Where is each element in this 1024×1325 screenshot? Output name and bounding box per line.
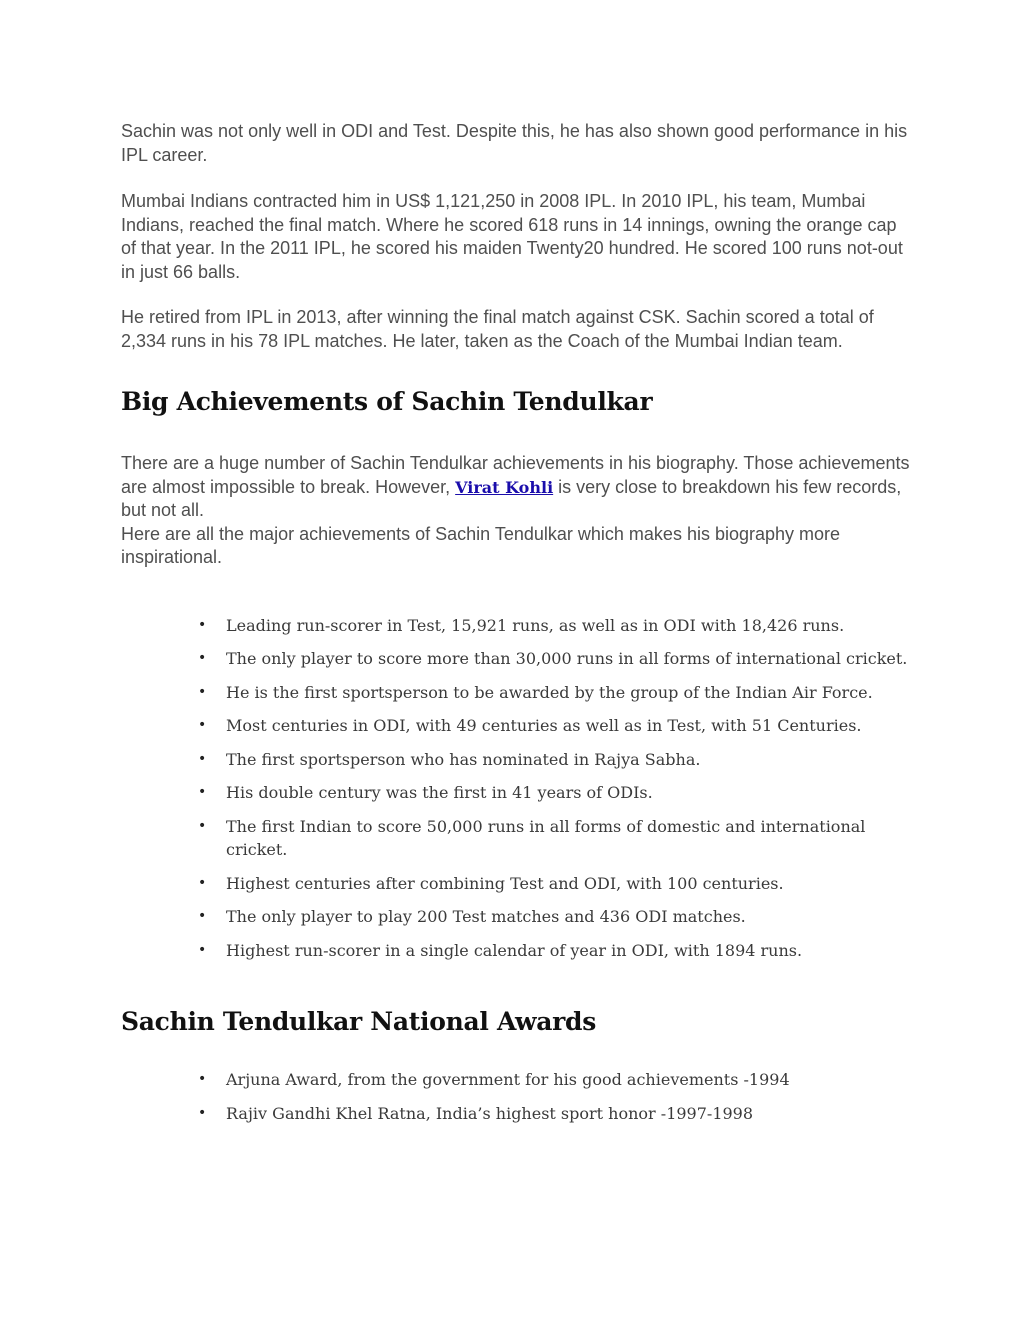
list-item-text: Highest centuries after combining Test and ODI, with 100 centuries.: [226, 873, 784, 893]
list-item-text: The first sportsperson who has nominated in Rajya Sabha.: [226, 749, 701, 769]
achievements-list: [121, 614, 911, 963]
awards-heading: Sachin Tendulkar National Awards: [121, 1007, 596, 1036]
list-item: [196, 815, 911, 862]
intro-paragraph-1: Sachin was not only well in ODI and Test. Despite this, he has also shown good performance in his IPL career.: [121, 121, 908, 165]
bullet-icon: •: [198, 1071, 207, 1087]
list-item: [196, 939, 911, 963]
list-item: [196, 905, 911, 929]
bullet-icon: •: [198, 616, 207, 633]
list-item: [196, 872, 911, 896]
list-item: [196, 1068, 911, 1092]
achievements-intro-paragraph-2: Here are all the major achievements of Sachin Tendulkar which makes his biography more inspirational.: [121, 523, 841, 567]
bullet-icon: •: [198, 650, 207, 666]
list-item: [196, 1102, 911, 1126]
list-item-text: The only player to score more than 30,000 runs in all forms of international cricket.: [226, 649, 908, 668]
list-item-text: He is the first sportsperson to be awarded by the group of the Indian Air Force.: [226, 682, 873, 702]
intro-paragraph-2: Mumbai Indians contracted him in US$ 1,121,250 in 2008 IPL. In 2010 IPL, his team, Mumbai Indians, reached the final match. Where he scored 618 runs in 14 innings, owning the orange cap of that year. In the 2011 IPL, he scored his maiden Twenty20 hundred. He scored 100 runs not-out in just 66 balls.: [121, 191, 903, 282]
bullet-icon: •: [198, 817, 207, 834]
awards-list: [121, 1068, 911, 1125]
list-item-text: Leading run-scorer in Test, 15,921 runs, as well as in ODI with 18,426 runs.: [226, 615, 845, 635]
document-page: [121, 120, 911, 1135]
achievements-heading: Big Achievements of Sachin Tendulkar: [121, 387, 653, 416]
list-item: [196, 614, 911, 638]
bullet-icon: •: [198, 717, 207, 733]
bullet-icon: •: [198, 683, 207, 700]
bullet-icon: •: [198, 1104, 207, 1121]
list-item-text: Most centuries in ODI, with 49 centuries as well as in Test, with 51 Centuries.: [226, 716, 862, 735]
bullet-icon: •: [198, 874, 207, 891]
list-item: [196, 714, 911, 738]
list-item-text: Arjuna Award, from the government for his good achievements -1994: [226, 1070, 790, 1089]
achievements-intro-text-cont: is very close to breakdown his few records, but not all.: [121, 476, 902, 520]
list-item-text: The only player to play 200 Test matches and 436 ODI matches.: [226, 907, 746, 926]
achievements-intro-paragraph: [121, 452, 911, 523]
list-item-text: The first Indian to score 50,000 runs in all forms of domestic and international cricket.: [226, 816, 866, 859]
list-item-text: His double century was the first in 41 years of ODIs.: [226, 783, 653, 802]
bullet-icon: •: [198, 750, 207, 767]
list-item: [196, 781, 911, 805]
bullet-icon: •: [198, 941, 207, 958]
list-item: [196, 748, 911, 772]
list-item: [196, 681, 911, 705]
list-item: [196, 647, 911, 671]
achievements-intro-text: There are a huge number of Sachin Tendulkar achievements in his biography. Those achievements are almost impossible to break. However,: [121, 453, 910, 497]
intro-paragraph-3: He retired from IPL in 2013, after winning the final match against CSK. Sachin scored a total of 2,334 runs in his 78 IPL matches. He later, taken as the Coach of the Mumbai Indian team.: [121, 307, 874, 351]
bullet-icon: •: [198, 908, 207, 924]
bullet-icon: •: [198, 784, 207, 800]
list-item-text: Rajiv Gandhi Khel Ratna, India’s highest sport honor -1997-1998: [226, 1103, 754, 1123]
list-item-text: Highest run-scorer in a single calendar of year in ODI, with 1894 runs.: [226, 940, 803, 960]
virat-kohli-link[interactable]: Virat Kohli: [455, 477, 554, 497]
